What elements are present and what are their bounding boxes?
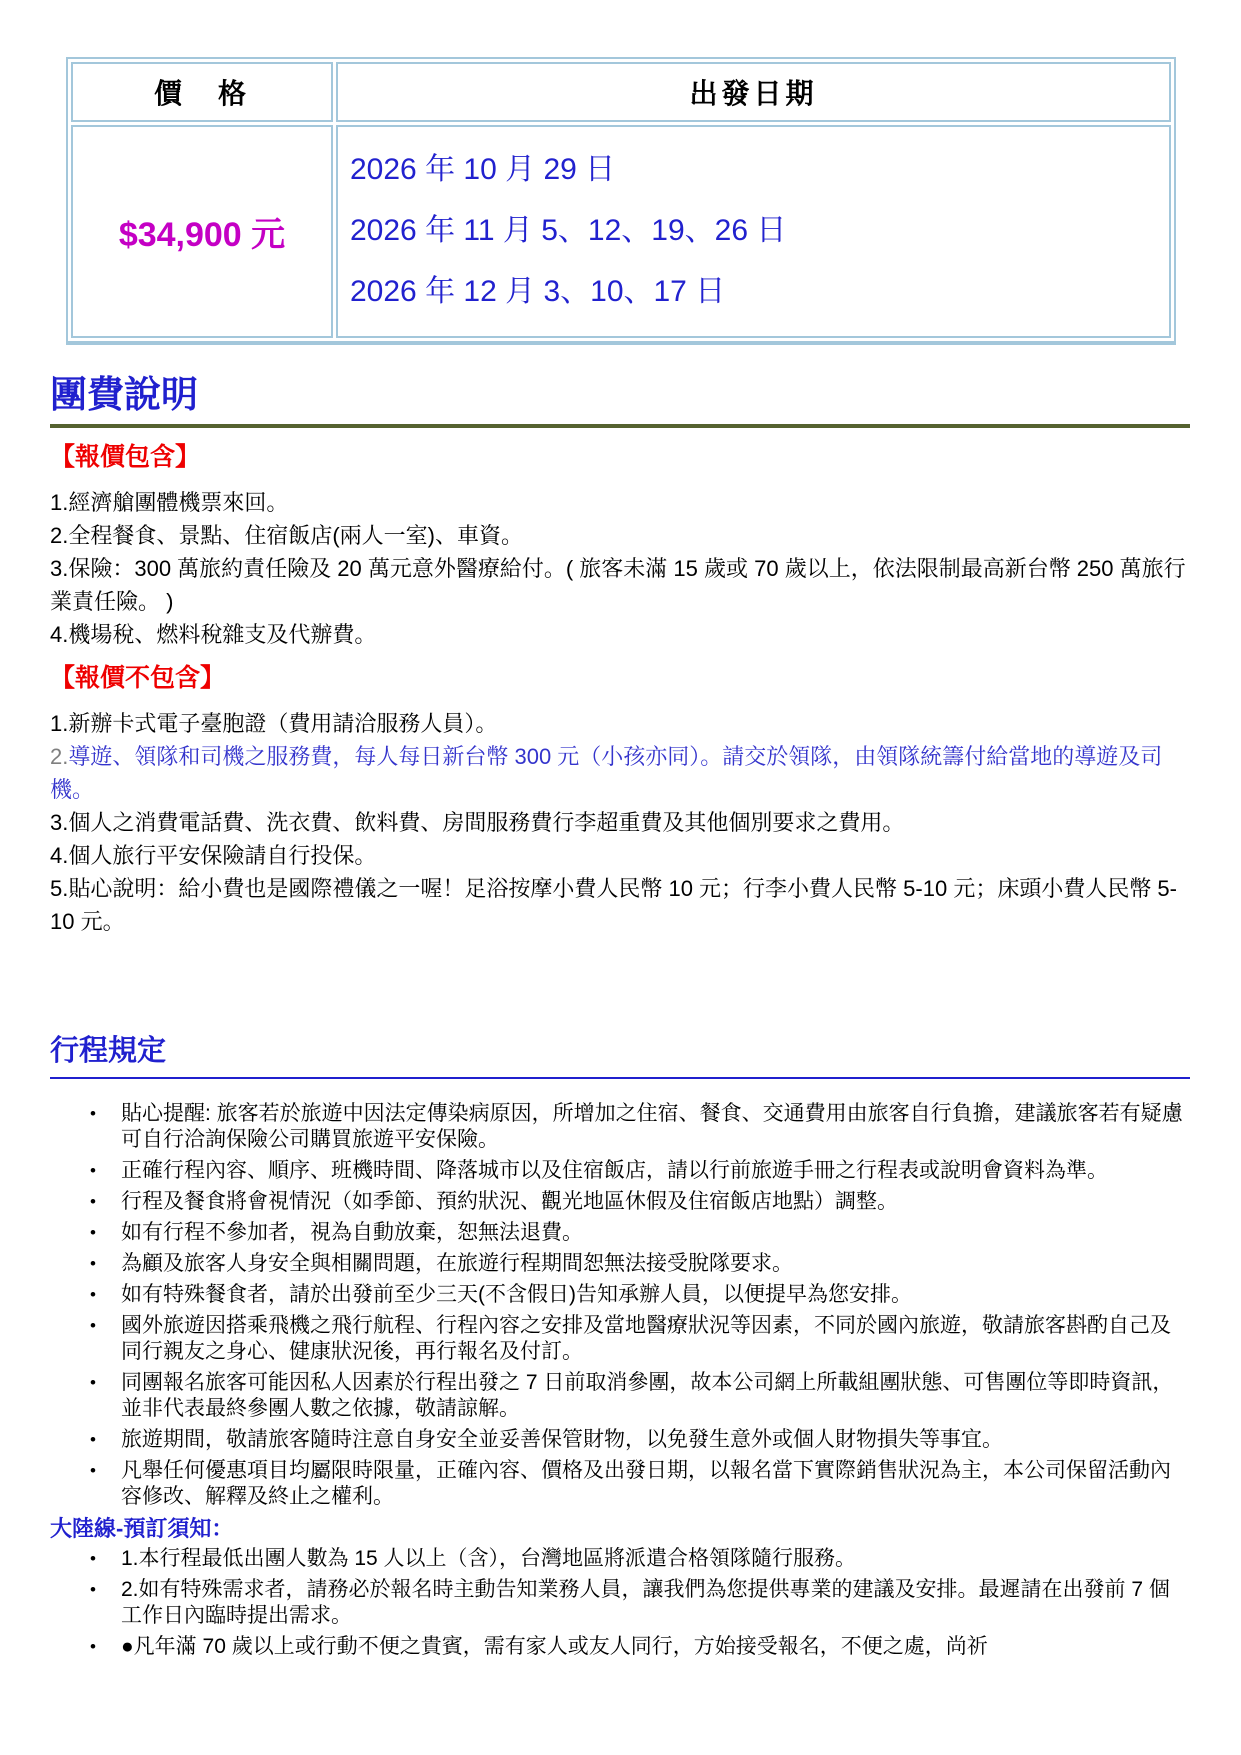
included-item-2: 2.全程餐食、景點、住宿飯店(兩人一室)、車資。 [50,523,524,548]
included-item-4: 4.機場稅、燃料稅雜支及代辦費。 [50,622,377,647]
bullet-text: 國外旅遊因搭乘飛機之飛行航程、行程內容之安排及當地醫療狀況等因素，不同於國內旅遊，敬請旅客斟酌自己及同行親友之身心、健康狀況後，再行報名及付訂。 [121,1314,1171,1363]
price-column-header: 價 格 [71,62,333,122]
departure-date-1: 2026 年 10 月 29 日 [350,153,616,186]
bullet-dot: • [90,1461,96,1480]
bullet-text: 貼心提醒: 旅客若於旅遊中因法定傳染病原因，所增加之住宿、餐食、交通費用由旅客自行負擔，建議旅客若有疑慮可自行洽詢保險公司購買旅遊平安保險。 [121,1102,1183,1151]
bullet-dot: • [90,1373,96,1392]
rules-bullet-list [50,1101,1190,1510]
bullet-dot: • [90,1549,96,1568]
bullet-text: 旅遊期間，敬請旅客隨時注意自身安全並妥善保管財物，以免發生意外或個人財物損失等事宜。 [121,1428,1003,1451]
notice-bullet-2 [50,1577,1190,1629]
item-number: 2. [50,744,69,769]
bullet-text: 行程及餐食將會視情況（如季節、預約狀況、觀光地區休假及住宿飯店地點）調整。 [121,1190,898,1213]
bullet-dot: • [90,1285,96,1304]
rule-bullet-8 [50,1370,1190,1422]
bullet-text: 如有特殊餐食者，請於出發前至少三天(不含假日)告知承辦人員，以便提早為您安排。 [121,1283,912,1306]
departure-date-2: 2026 年 11 月 5、12、19、26 日 [350,214,787,247]
rules-section-title: 行程規定 [50,1034,1190,1079]
included-item-3: 3.保險：300 萬旅約責任險及 20 萬元意外醫療給付。( 旅客未滿 15 歲或 70 歲以上，依法限制最高新台幣 250 萬旅行業責任險。 ) [50,556,1186,614]
item-number: 4. [50,843,69,868]
item-number: 3. [50,810,69,835]
bullet-text: 正確行程內容、順序、班機時間、降落城市以及住宿飯店，請以行前旅遊手冊之行程表或說明會資料為準。 [121,1159,1108,1182]
fee-section-title: 團費說明 [50,374,198,415]
included-item-1: 1.經濟艙團體機票來回。 [50,490,289,515]
bullet-dot: • [90,1161,96,1180]
bullet-text: 為顧及旅客人身安全與相關問題，在旅遊行程期間恕無法接受脫隊要求。 [121,1252,793,1275]
bullet-dot: • [90,1580,96,1599]
bullet-dot: • [90,1637,96,1656]
rule-bullet-2 [50,1158,1190,1184]
notice-title: 大陸線-預訂須知： [50,1516,234,1541]
rule-bullet-9 [50,1427,1190,1453]
notice-bullet-list [50,1546,1190,1660]
included-heading: 【報價包含】 [50,443,201,471]
excluded-item-2 [50,740,1190,806]
price-table-body-row [71,125,1171,338]
bullet-text: 1.本行程最低出團人數為 15 人以上（含），台灣地區將派遣合格領隊隨行服務。 [121,1547,857,1570]
item-number: 1. [50,711,69,736]
departure-date-3: 2026 年 12 月 3、10、17 日 [350,275,726,308]
price-table-header-row [71,62,1171,122]
excluded-item-3 [50,806,1190,839]
rule-bullet-5 [50,1251,1190,1277]
price-table [66,57,1176,345]
item-number: 5. [50,876,69,901]
bullet-text: 同團報名旅客可能因私人因素於行程出發之 7 日前取消參團，故本公司網上所載組團狀態、可售團位等即時資訊，並非代表最終參團人數之依據，敬請諒解。 [121,1371,1174,1420]
bullet-text: 2.如有特殊需求者，請務必於報名時主動告知業務人員，讓我們為您提供專業的建議及安排。最遲請在出發前 7 個工作日內臨時提出需求。 [121,1578,1170,1627]
item-text: 新辦卡式電子臺胞證（費用請洽服務人員）。 [68,711,498,736]
rule-bullet-7 [50,1313,1190,1365]
bullet-dot: • [90,1254,96,1273]
price-value: $34,900 元 [71,125,333,338]
bullet-dot: • [90,1316,96,1335]
departure-dates-cell [336,125,1171,338]
bullet-dot: • [90,1223,96,1242]
excluded-item-1 [50,707,1190,740]
item-text: 貼心說明：給小費也是國際禮儀之一喔！足浴按摩小費人民幣 10 元；行李小費人民幣 5-10 元；床頭小費人民幣 5-10 元。 [50,876,1177,934]
bullet-text: ●凡年滿 70 歲以上或行動不便之貴賓，需有家人或友人同行，方始接受報名，不便之處，尚祈 [121,1635,988,1658]
item-text: 個人之消費電話費、洗衣費、飲料費、房間服務費行李超重費及其他個別要求之費用。 [68,810,905,835]
excluded-item-4 [50,839,1190,872]
rule-bullet-6 [50,1282,1190,1308]
rule-bullet-1 [50,1101,1190,1153]
bullet-text: 凡舉任何優惠項目均屬限時限量，正確內容、價格及出發日期，以報名當下實際銷售狀況為主，本公司保留活動內容修改、解釋及終止之權利。 [121,1459,1171,1508]
bullet-dot: • [90,1192,96,1211]
bullet-dot: • [90,1430,96,1449]
rule-bullet-3 [50,1189,1190,1215]
excluded-heading: 【報價不包含】 [50,664,226,692]
rule-bullet-10 [50,1458,1190,1510]
item-text: 個人旅行平安保險請自行投保。 [68,843,377,868]
notice-bullet-1 [50,1546,1190,1572]
bullet-dot: • [90,1104,96,1123]
bullet-text: 如有行程不參加者，視為自動放棄，恕無法退費。 [121,1221,583,1244]
notice-bullet-3 [50,1634,1190,1660]
olive-divider [50,424,1190,428]
rule-bullet-4 [50,1220,1190,1246]
excluded-item-5 [50,872,1190,938]
item-text: 導遊、領隊和司機之服務費，每人每日新台幣 300 元（小孩亦同）。請交於領隊，由領隊統籌付給當地的導遊及司機。 [50,744,1163,802]
departure-date-column-header: 出發日期 [336,62,1171,122]
